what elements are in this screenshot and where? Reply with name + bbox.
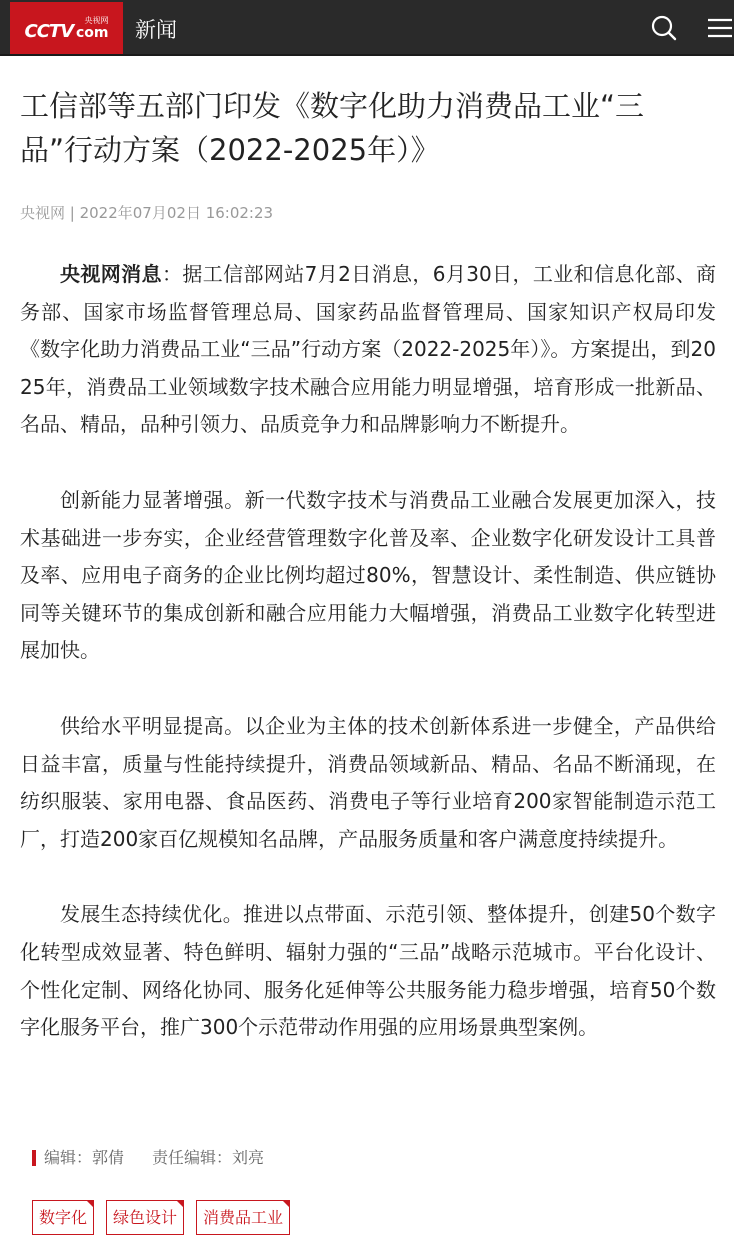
tag-digitalization[interactable]: 数字化 bbox=[32, 1200, 94, 1235]
paragraph-1-text: ：据工信部网站7月2日消息，6月30日，工业和信息化部、商务部、国家市场监督管理总局、国家药品监督管理局、国家知识产权局印发《数字化助力消费品工业“三品”行动方案（2022-2025年）》。方案提出，到2025年，消费品工业领域数字技术融合应用能力明显增强，培育形成一批新品、名品、精品，品种引领力、品质竞争力和品牌影响力不断提升。 bbox=[20, 262, 717, 437]
paragraph-4: 发展生态持续优化。推进以点带面、示范引领、整体提升，创建50个数字化转型成效显著、特色鲜明、辐射力强的“三品”战略示范城市。平台化设计、个性化定制、网络化协同、服务化延伸等公共服务能力稳步增强，培育50个数字化服务平台，推广300个示范带动作用强的应用场景典型案例。 bbox=[20, 902, 716, 1040]
tag-green-design[interactable]: 绿色设计 bbox=[106, 1200, 184, 1235]
top-nav-bar bbox=[0, 0, 734, 56]
tag-consumer-goods-industry[interactable]: 消费品工业 bbox=[196, 1200, 290, 1235]
credit-accent-bar bbox=[32, 1150, 36, 1166]
logo-com-text: com bbox=[75, 25, 109, 41]
channel-title[interactable]: 新闻 bbox=[135, 18, 177, 42]
editor-credits bbox=[32, 1147, 264, 1169]
paragraph-3: 供给水平明显提高。以企业为主体的技术创新体系进一步健全，产品供给日益丰富，质量与性能持续提升，消费品领域新品、精品、名品不断涌现，在纺织服装、家用电器、食品医药、消费电子等行业培育200家智能制造示范工厂，打造200家百亿规模知名品牌，产品服务质量和客户满意度持续提升。 bbox=[20, 713, 716, 851]
paragraph-lead bbox=[20, 256, 716, 444]
cctv-logo[interactable] bbox=[10, 2, 123, 54]
article-body bbox=[20, 256, 716, 1047]
tag-list bbox=[32, 1200, 302, 1235]
search-button[interactable] bbox=[648, 12, 680, 44]
chief-editor-name: 责任编辑：刘亮 bbox=[152, 1148, 265, 1167]
search-icon bbox=[650, 14, 678, 42]
menu-icon bbox=[706, 16, 732, 40]
article-meta: 央视网 | 2022年07月02日 16:02:23 bbox=[20, 204, 274, 222]
logo-subtext: 央视网 bbox=[84, 16, 109, 25]
editor-name: 编辑：郭倩 bbox=[44, 1148, 125, 1167]
logo-text: CCTV bbox=[24, 21, 74, 42]
paragraph-2: 创新能力显著增强。新一代数字技术与消费品工业融合发展更加深入，技术基础进一步夯实，企业经营管理数字化普及率、企业数字化研发设计工具普及率、应用电子商务的企业比例均超过80%，智慧设计、柔性制造、供应链协同等关键环节的集成创新和融合应用能力大幅增强，消费品工业数字化转型进展加快。 bbox=[20, 487, 716, 663]
logo-mark bbox=[25, 13, 109, 43]
menu-button[interactable] bbox=[704, 12, 734, 44]
article bbox=[20, 84, 716, 1085]
lead-label: 央视网消息 bbox=[60, 262, 162, 286]
article-title: 工信部等五部门印发《数字化助力消费品工业“三品”行动方案（2022-2025年）》 bbox=[20, 89, 645, 167]
